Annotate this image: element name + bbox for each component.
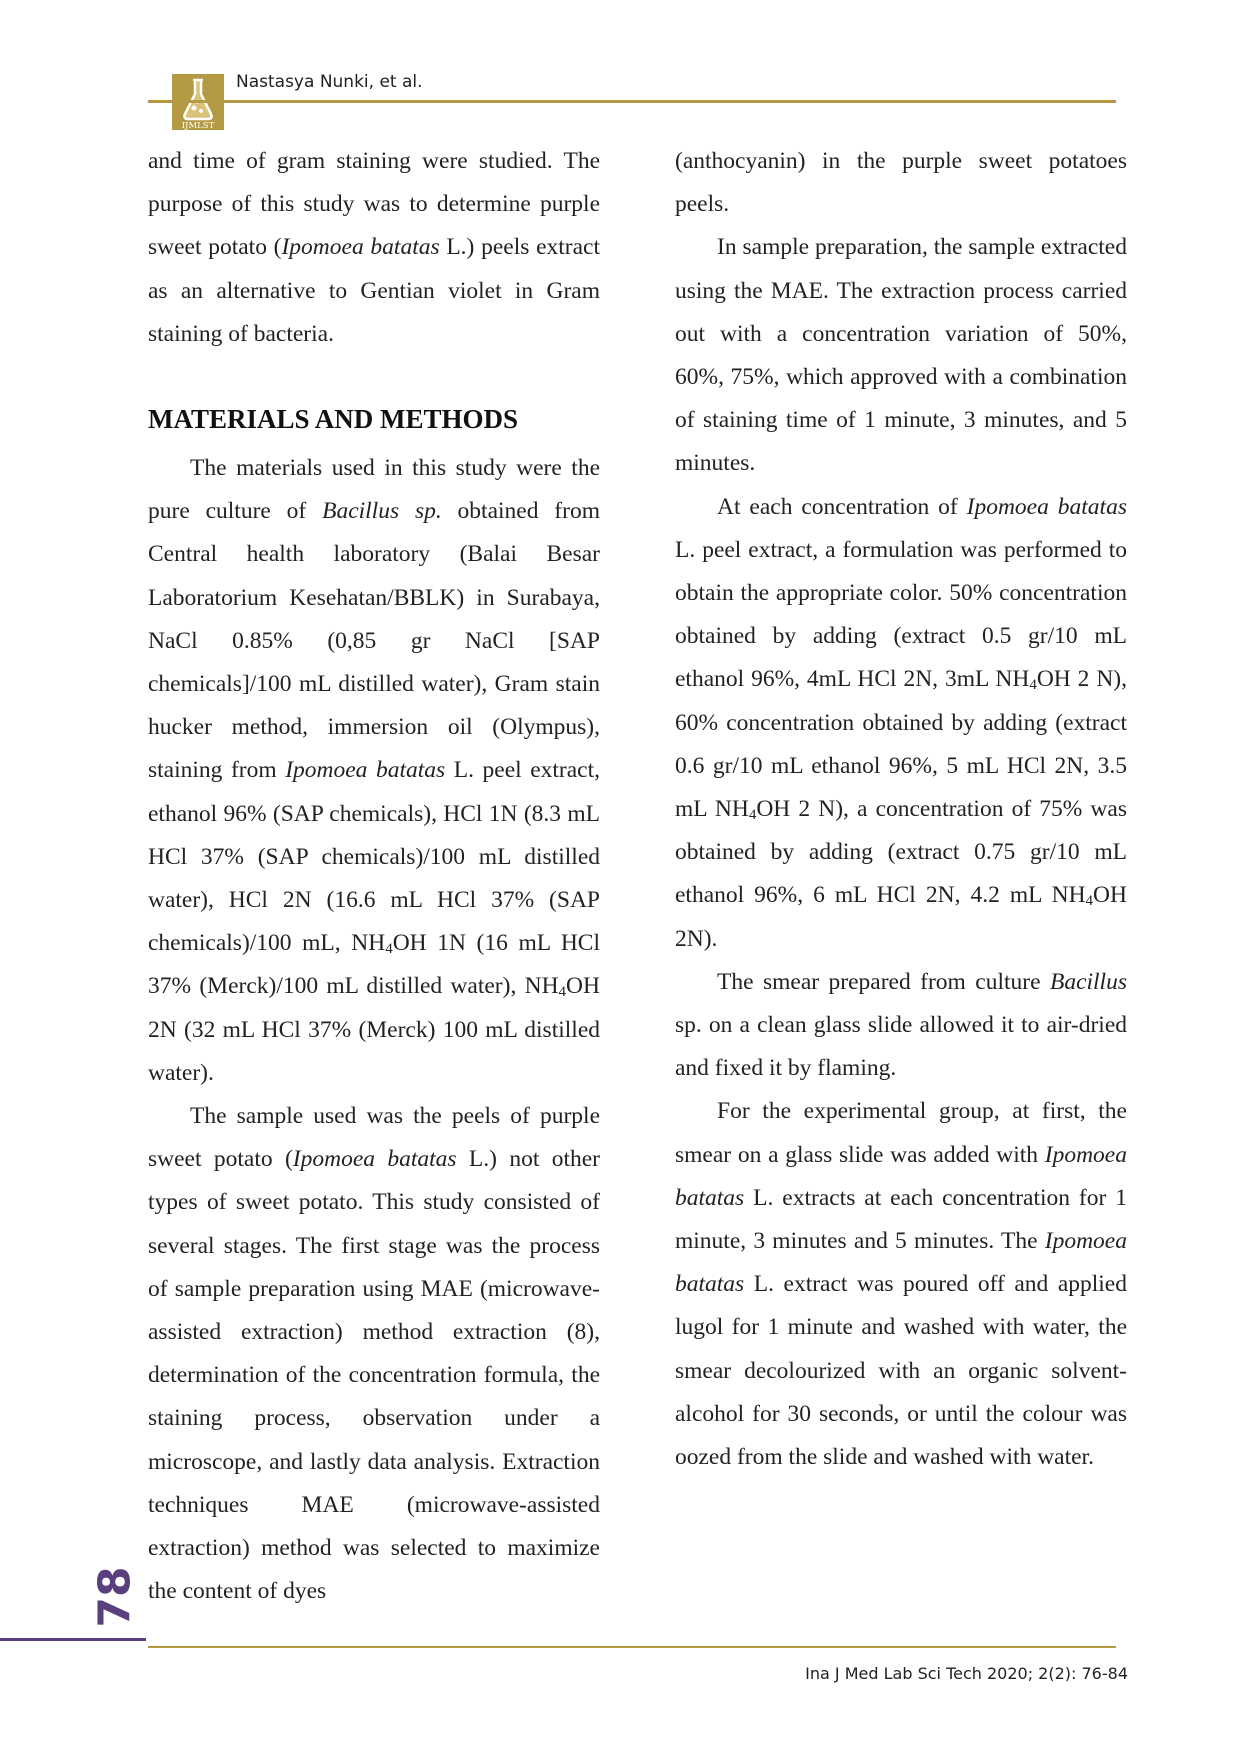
italic-term: Ipomoea batatas [675, 1141, 1127, 1211]
footer-divider [148, 1646, 1116, 1648]
paragraph: (anthocyanin) in the purple sweet potatoes peels. [675, 148, 1127, 218]
page-number-rule [0, 1638, 146, 1641]
italic-term: Ipomoea batatas [966, 493, 1127, 520]
italic-term: Ipomoea batatas [292, 1146, 457, 1173]
page-header [148, 64, 1116, 130]
paragraph: The sample used was the peels of purple sweet potato (Ipomoea batatas L.) not other types of sweet potato. This study consisted of several stages. The first stage was the process of sample preparation using MAE (microwave-assisted extraction) method extraction (8), determination of the concentration formula, the staining process, observation under a microscope, and lastly data analysis. Extraction techniques MAE (microwave-assisted extraction) method was selected to maximize the content of dyes [148, 1103, 601, 1605]
subscript: 4 [1029, 677, 1037, 694]
paragraph: The smear prepared from culture Bacillus sp. on a clean glass slide allowed it to air-dried and fixed it by flaming. [675, 968, 1127, 1082]
paragraph: For the experimental group, at first, the smear on a glass slide was added with Ipomoea batatas L. extracts at each concentration for 1 minute, 3 minutes and 5 minutes. The Ipomoea batatas L. extract was poured off and applied lugol for 1 minute and washed with water, the smear decolourized with an organic solvent-alcohol for 30 seconds, or until the colour was oozed from the slide and washed with water. [675, 1098, 1127, 1471]
page-number-label: 78 [89, 1566, 141, 1628]
page-number [88, 1552, 142, 1642]
italic-term: Ipomoea batatas [281, 234, 440, 261]
subscript: 4 [1085, 893, 1094, 910]
author-line: Nastasya Nunki, et al. [236, 72, 423, 92]
footer-citation: Ina J Med Lab Sci Tech 2020; 2(2): 76-84 [805, 1664, 1128, 1683]
italic-term: Bacillus [1049, 968, 1127, 995]
italic-term: Ipomoea batatas [675, 1228, 1127, 1298]
left-column [148, 140, 600, 1614]
section-heading: MATERIALS AND METHODS [148, 404, 519, 435]
paragraph: The materials used in this study were the pure culture of Bacillus sp. obtained from Central health laboratory (Balai Besar Laboratorium Kesehatan/BBLK) in Surabaya, NaCl 0.85% (0,85 gr NaCl [SAP chemicals]/100 mL distilled water), Gram stain hucker method, immersion oil (Olympus), staining from Ipomoea batatas L. peel extract, ethanol 96% (SAP chemicals), HCl 1N (8.3 mL HCl 37% (SAP chemicals)/100 mL distilled water), HCl 2N (16.6 mL HCl 37% (SAP chemicals)/100 mL, $NH_4OH$ 1N (16 mL HCl 37% (Merck)/100 mL distilled water), $NH_4OH$ 2N (32 mL HCl 37% (Merck) 100 mL distilled water). [148, 455, 601, 1086]
paragraph: and time of gram staining were studied. The purpose of this study was to determine purple sweet potato (Ipomoea batatas L.) peels extract as an alternative to Gentian violet in Gram staining of bacteria. [148, 148, 600, 347]
subscript: 4 [385, 941, 393, 958]
right-column [675, 140, 1127, 1479]
paragraph: At each concentration of Ipomoea batatas L. peel extract, a formulation was performed to obtain the appropriate color. 50% concentration obtained by adding (extract 0.5 gr/10 mL ethanol 96%, 4mL HCl 2N, 3mL $NH_4OH$ 2 N), 60% concentration obtained by adding (extract 0.6 gr/10 mL ethanol 96%, 5 mL HCl 2N, 3.5 mL $NH_4OH$ 2 N), a concentration of 75% was obtained by adding (extract 0.75 gr/10 mL ethanol 96%, 6 mL HCl 2N, 4.2 mL $NH_4OH$ 2N). [675, 493, 1127, 952]
subscript: 4 [748, 807, 757, 824]
italic-term: Bacillus sp. [322, 498, 442, 525]
paragraph: In sample preparation, the sample extracted using the MAE. The extraction process carried out with a concentration variation of 50%, 60%, 75%, which approved with a combination of staining time of 1 minute, 3 minutes, and 5 minutes. [675, 234, 1127, 477]
svg-text:IJMLST: IJMLST [181, 121, 215, 130]
subscript: 4 [558, 984, 567, 1001]
italic-term: Ipomoea batatas [285, 757, 446, 784]
header-divider [148, 100, 1116, 103]
